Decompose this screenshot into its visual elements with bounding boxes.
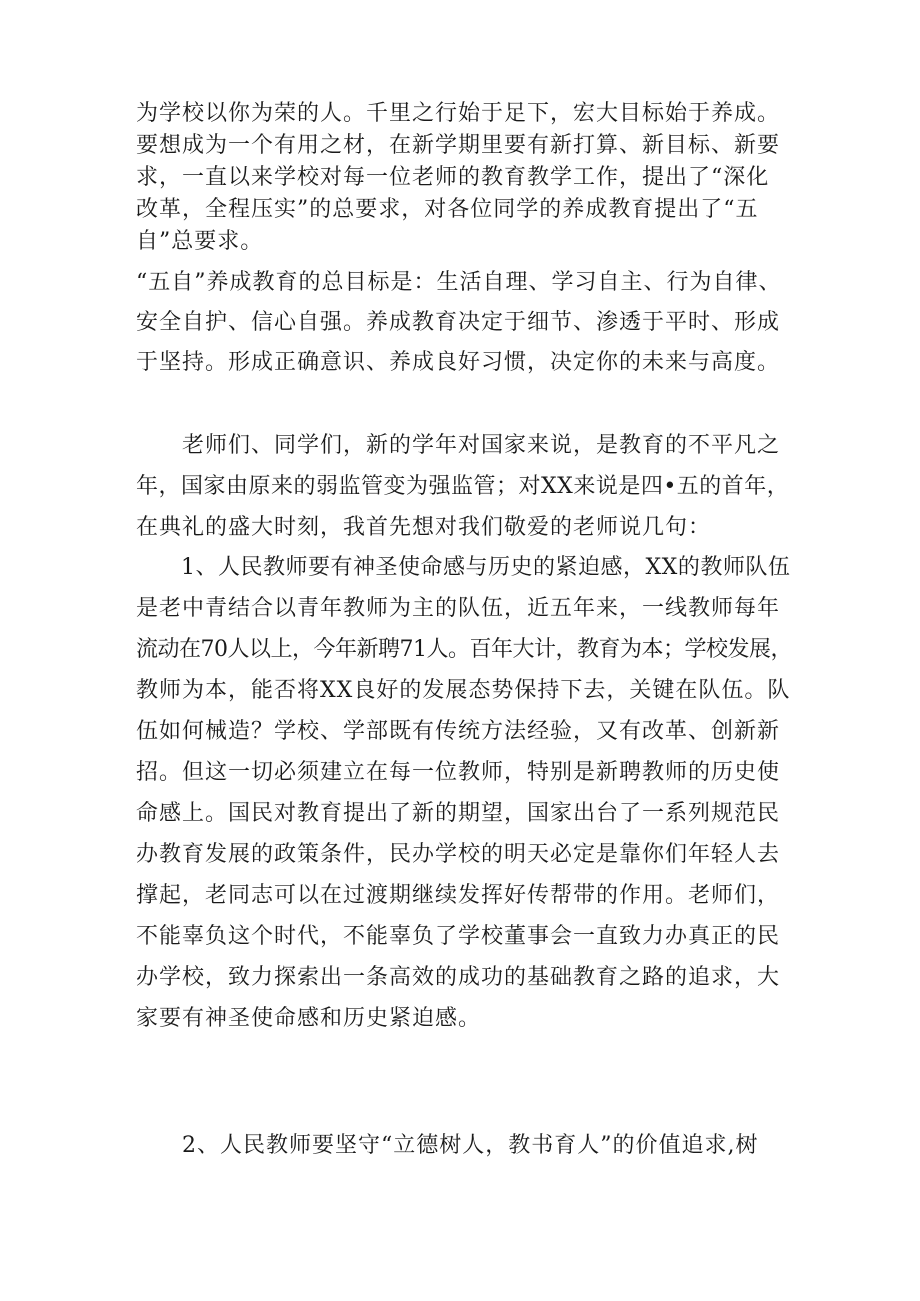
text-line: 求，一直以来学校对每一位老师的教育教学工作，提出了“深化 <box>136 165 770 190</box>
text-line: 命感上。国民对教育提出了新的期望，国家出台了一系列规范民 <box>136 801 781 826</box>
text-line: 是老中青结合以青年教师为主的队伍，近五年来，一线教师每年 <box>136 596 781 621</box>
text-line: 招。但这一切必须建立在每一位教师，特别是新聘教师的历史使 <box>136 760 781 785</box>
text-line: 办学校，致力探索出一条高效的成功的基础教育之路的追求，大 <box>136 965 781 990</box>
text-line: 撑起，老同志可以在过渡期继续发挥好传帮带的作用。老师们， <box>136 883 781 908</box>
text-line: 不能辜负这个时代，不能辜负了学校董事会一直致力办真正的民 <box>136 924 781 949</box>
text-line: 2、人民教师要坚守“立德树人，教书育人”的价值追求,树 <box>136 1133 759 1158</box>
text-line: 于坚持。形成正确意识、养成良好习惯，决定你的未来与高度。 <box>136 350 781 375</box>
paragraph-3 <box>136 425 796 548</box>
text-line: 老师们、同学们，新的学年对国家来说，是教育的不平凡之 <box>136 433 781 458</box>
paragraph-5 <box>136 1125 796 1166</box>
text-line: 伍如何械造？学校、学部既有传统方法经验，又有改革、创新新 <box>136 719 781 744</box>
text-line: 要想成为一个有用之材，在新学期里要有新打算、新目标、新要 <box>136 133 781 158</box>
text-line: 教师为本，能否将XX良好的发展态势保持下去，关键在队伍。队 <box>136 678 791 703</box>
text-line: 改革，全程压实”的总要求，对各位同学的养成教育提出了“五 <box>136 197 759 222</box>
text-line: 1、人民教师要有神圣使命感与历史的紧迫感，XX的教师队伍 <box>136 555 791 580</box>
text-line: 安全自护、信心自强。养成教育决定于细节、渗透于平时、形成 <box>136 310 781 335</box>
text-line: 为学校以你为荣的人。千里之行始于足下，宏大目标始于养成。 <box>136 101 781 126</box>
text-line: 流动在70人以上，今年新聘71人。百年大计，教育为本；学校发展， <box>136 637 792 662</box>
paragraph-4 <box>136 547 796 1039</box>
paragraph-2 <box>136 263 796 383</box>
text-line: 在典礼的盛大时刻，我首先想对我们敬爱的老师说几句： <box>136 515 712 540</box>
text-line: “五自”养成教育的总目标是：生活自理、学习自主、行为自律、 <box>136 270 782 295</box>
text-line: 年，国家由原来的弱监管变为强监管；对XX来说是四•五的首年， <box>136 474 790 499</box>
text-line: 自”总要求。 <box>136 229 264 254</box>
paragraph-1 <box>136 98 796 258</box>
text-line: 家要有神圣使命感和历史紧迫感。 <box>136 1006 482 1031</box>
text-line: 办教育发展的政策条件，民办学校的明天必定是靠你们年轻人去 <box>136 842 781 867</box>
